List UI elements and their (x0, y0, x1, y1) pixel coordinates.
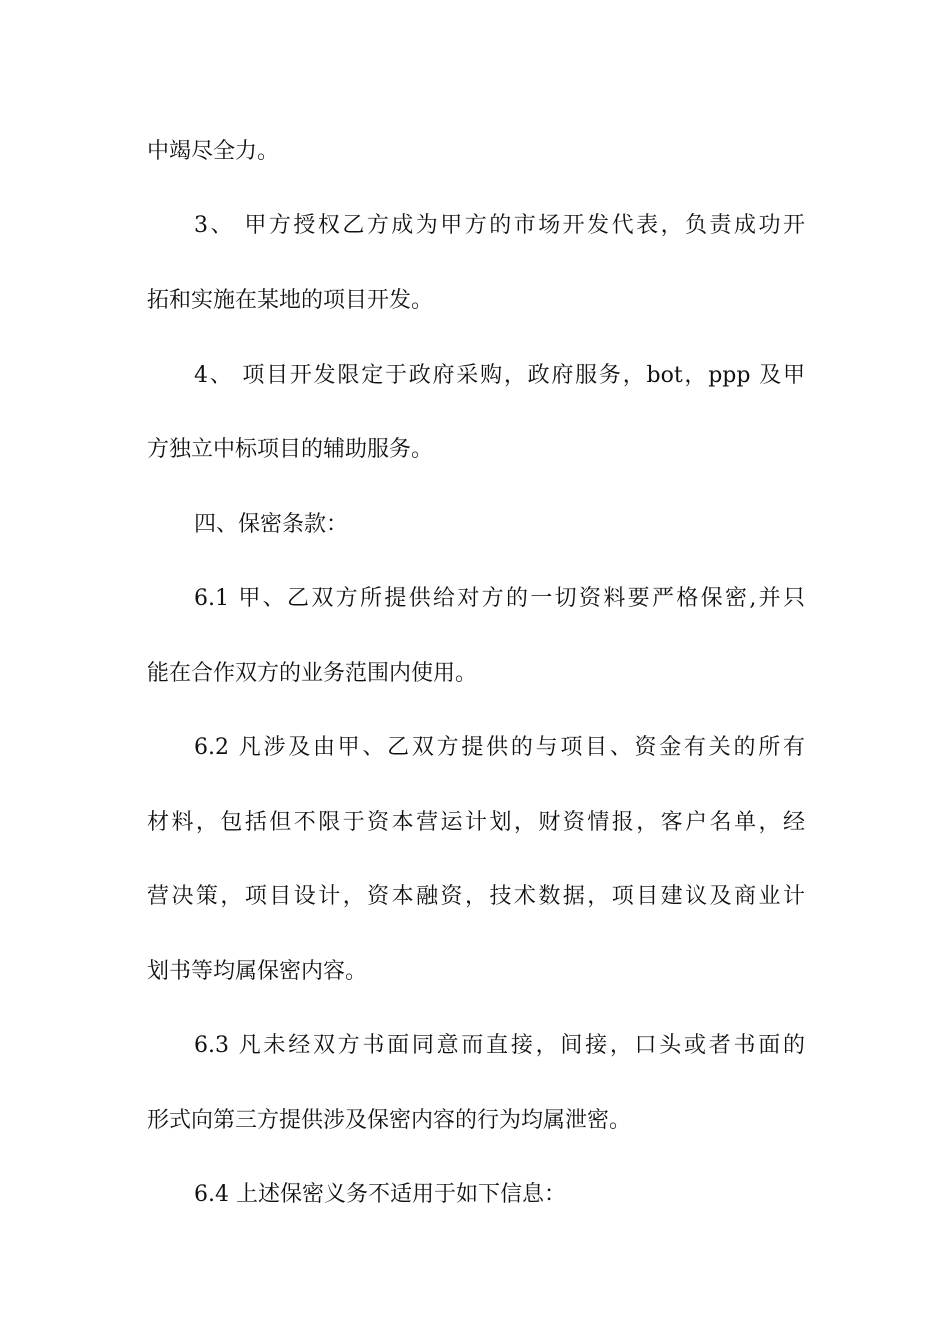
paragraph-line: 中竭尽全力。 (147, 139, 280, 164)
paragraph-line: 划书等均属保密内容。 (147, 959, 368, 984)
paragraph-line: 6.1 甲、乙双方所提供给对方的一切资料要严格保密,并只 (194, 586, 805, 611)
paragraph-line: 方独立中标项目的辅助服务。 (147, 437, 434, 462)
paragraph-line: 拓和实施在某地的项目开发。 (147, 288, 434, 313)
paragraph-line: 6.3 凡未经双方书面同意而直接，间接，口头或者书面的 (194, 1033, 805, 1058)
paragraph-line: 4、 项目开发限定于政府采购，政府服务，bot，ppp 及甲 (194, 363, 805, 388)
section-heading: 四、保密条款： (194, 512, 349, 537)
paragraph-line: 6.4 上述保密义务不适用于如下信息： (194, 1182, 566, 1207)
paragraph-line: 6.2 凡涉及由甲、乙双方提供的与项目、资金有关的所有 (194, 735, 805, 760)
paragraph-line: 形式向第三方提供涉及保密内容的行为均属泄密。 (147, 1108, 632, 1133)
paragraph-line: 材料，包括但不限于资本营运计划，财资情报，客户名单，经 (147, 810, 805, 835)
paragraph-line: 能在合作双方的业务范围内使用。 (147, 661, 478, 686)
paragraph-line: 3、 甲方授权乙方成为甲方的市场开发代表，负责成功开 (194, 213, 805, 238)
paragraph-line: 营决策，项目设计，资本融资，技术数据，项目建议及商业计 (147, 884, 805, 909)
